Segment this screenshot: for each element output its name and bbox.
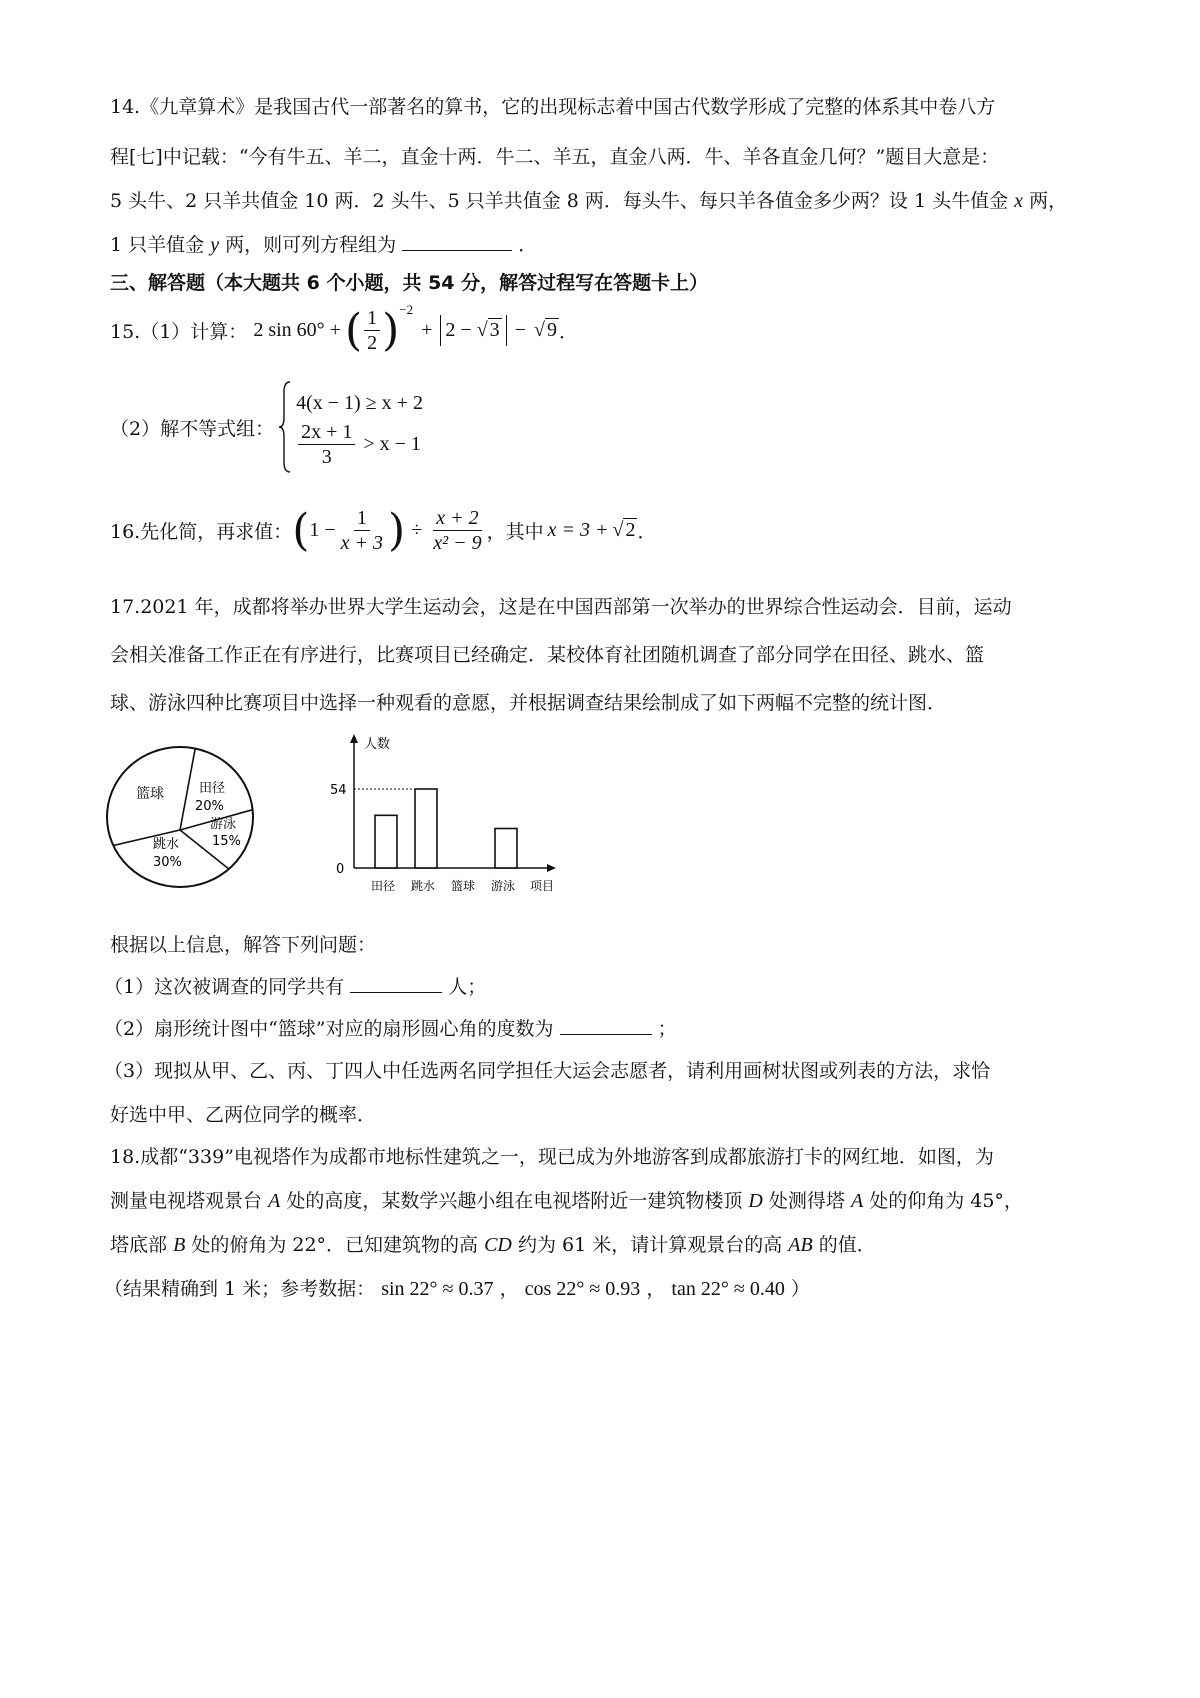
q14-line3-tail: 两， [1029, 190, 1068, 212]
q15-absolute-value [440, 315, 506, 346]
answer-blank[interactable] [350, 974, 442, 993]
q18-line1: 18.成都“339”电视塔作为成都市地标性建筑之一，现已成为外地游客到成都旅游打卡的网红地．如图，为 [110, 1146, 994, 1168]
q15-part2 [110, 380, 423, 474]
q16-sqrt [612, 519, 637, 542]
x-tick-labels [371, 878, 515, 893]
bar-0 [375, 815, 397, 868]
paren-close: ) [388, 504, 406, 556]
point-B: B [173, 1234, 186, 1256]
q14-line1: 14.《九章算术》是我国古代一部著名的算书，它的出现标志着中国古代数学形成了完整的体系其中卷八方 [110, 96, 996, 118]
x-tick-label: 跳水 [411, 879, 436, 893]
ref-cos: cos 22° ≈ 0.93 [524, 1278, 641, 1300]
sqrt-symbol: √ [533, 319, 545, 341]
q18-line4-sep: ， [499, 1278, 519, 1300]
sqrt-symbol: √ [612, 519, 624, 541]
y-tick-0: 0 [336, 862, 345, 877]
inequality-2-fraction [298, 420, 355, 469]
fraction-denominator: 2 [367, 332, 378, 354]
fraction-denominator: 3 [321, 445, 332, 468]
pie-label-swim-pct: 15% [212, 834, 241, 849]
q16-x-eq: x = 3 + [547, 519, 609, 541]
pie-label-basketball: 篮球 [136, 786, 164, 802]
q18-line2-a: 测量电视塔观景台 [110, 1190, 263, 1212]
q17-after: 根据以上信息，解答下列问题： [110, 934, 377, 956]
answer-blank[interactable] [560, 1016, 652, 1035]
inequality-2 [296, 420, 423, 469]
sqrt-radicand: 2 [625, 519, 636, 541]
q18-line2 [110, 1186, 1023, 1213]
pie-label-track: 田径 [199, 781, 226, 796]
abs-inner: 2 − [445, 319, 472, 341]
q17-sub3-line2: 好选中甲、乙两位同学的概率． [110, 1104, 377, 1126]
pie-label-dive-pct: 30% [153, 855, 182, 870]
y-axis-arrow-icon [350, 734, 358, 743]
q16-end: ． [637, 521, 657, 543]
q18-line4 [104, 1274, 810, 1301]
brace-icon [278, 380, 292, 474]
y-axis-label: 人数 [364, 737, 391, 752]
q15-plus: + [421, 319, 433, 341]
q18-line4-sep: ， [646, 1278, 666, 1300]
q18-line3-c: 约为 61 米，请计算观景台的高 [517, 1234, 783, 1256]
q15-minus: − [514, 319, 526, 341]
q17-sub2-text: （2）扇形统计图中“篮球”对应的扇形圆心角的度数为 [104, 1018, 554, 1040]
q18-line3-a: 塔底部 [110, 1234, 168, 1256]
fraction-denominator: x² − 9 [433, 532, 482, 554]
sqrt-radicand: 9 [546, 319, 557, 341]
q16 [110, 506, 656, 555]
paren-open: ( [292, 504, 310, 556]
pie-chart [98, 742, 268, 892]
paren-close: ) [382, 304, 400, 356]
ref-tan: tan 22° ≈ 0.40 [671, 1278, 785, 1300]
q18-line3 [110, 1230, 876, 1257]
fraction-denominator: x + 3 [340, 532, 384, 554]
x-tick-label: 田径 [371, 879, 396, 893]
q15-expr-a: 2 sin 60° + [253, 319, 341, 341]
q16-one-minus: 1 − [309, 519, 336, 541]
q17-sub2 [104, 1014, 677, 1041]
q17-sub1-tail: 人； [448, 976, 487, 998]
q17-line3: 球、游泳四种比赛项目中选择一种观看的意愿，并根据调查结果绘制成了如下两幅不完整的统计图． [110, 692, 947, 714]
q16-where: ，其中 [486, 521, 544, 543]
q17-line2: 会相关准备工作正在有序进行，比赛项目已经确定．某校体育社团随机调查了部分同学在田径、跳水、篮 [110, 644, 985, 666]
q16-divide: ÷ [411, 519, 423, 541]
q14-line3 [110, 186, 1067, 213]
q18-line2-d: 处的仰角为 45°， [869, 1190, 1023, 1212]
y-tick-54: 54 [330, 783, 347, 798]
point-D: D [748, 1190, 763, 1212]
inequality-system [296, 386, 423, 469]
q18-line2-b: 处的高度，某数学兴趣小组在电视塔附近一建筑物楼顶 [286, 1190, 743, 1212]
q14-line4-text: 1 只羊值金 [110, 234, 205, 256]
x-tick-label: 游泳 [491, 879, 516, 893]
q15-part1-label: 15.（1）计算： [110, 321, 248, 343]
segment-AB: AB [788, 1234, 813, 1256]
q14-line4-mid: 两，则可列方程组为 [225, 234, 397, 256]
answer-blank[interactable] [402, 232, 512, 251]
bar-1 [415, 789, 437, 868]
q14-line2: 程[七]中记载：“今有牛五、羊二，直金十两．牛二、羊五，直金八两．牛、羊各直金几何？”题目大意是： [110, 146, 1000, 168]
q18-line3-b: 处的俯角为 22°．已知建筑物的高 [191, 1234, 479, 1256]
q14-var-y: y [210, 234, 220, 256]
q15-part1-end: ． [558, 321, 578, 343]
x-tick-label: 篮球 [451, 879, 476, 893]
q17-sub1-text: （1）这次被调查的同学共有 [104, 976, 345, 998]
q16-fraction-1 [338, 506, 386, 555]
bars [375, 789, 517, 868]
fraction-numerator: 2x + 1 [298, 420, 355, 445]
x-axis-arrow-icon [547, 864, 556, 872]
q18-line3-d: 的值． [818, 1234, 876, 1256]
q14-var-x: x [1014, 190, 1024, 212]
paren-open: ( [344, 304, 363, 356]
q17-sub1 [104, 972, 486, 999]
inequality-1: 4(x − 1) ≥ x + 2 [296, 391, 423, 414]
fraction-numerator: x + 2 [433, 506, 481, 531]
sqrt-radicand: 3 [489, 319, 500, 341]
q16-fraction-2 [430, 506, 484, 555]
x-axis-label: 项目 [530, 879, 555, 893]
q18-line4-a: （结果精确到 1 米；参考数据： [104, 1278, 376, 1300]
section-heading: 三、解答题（本大题共 6 个小题，共 54 分，解答过程写在答题卡上） [110, 272, 709, 294]
pie-label-dive: 跳水 [153, 837, 180, 852]
point-A: A [850, 1190, 864, 1212]
pie-label-track-pct: 20% [195, 799, 224, 814]
q15-exponent: −2 [399, 302, 414, 317]
q18-line4-b: ） [790, 1278, 810, 1300]
inequality-2-rhs: > x − 1 [363, 432, 421, 455]
q14-line3-text: 5 头牛、2 只羊共值金 10 两．2 头牛、5 只羊共值金 8 两．每头牛、每只羊各值金多少两？设 1 头牛值金 [110, 190, 1009, 212]
fraction-numerator: 1 [354, 506, 370, 531]
bar-3 [495, 829, 517, 869]
ref-sin: sin 22° ≈ 0.37 [381, 1278, 494, 1300]
q16-label: 16.先化简，再求值： [110, 521, 293, 543]
fraction-numerator: 1 [364, 306, 380, 331]
q15-part2-label: （2）解不等式组： [110, 417, 275, 440]
q14-line4 [110, 230, 537, 257]
q14-line4-end: ． [518, 234, 538, 256]
q15-part1 [110, 302, 578, 356]
q17-sub3-line1: （3）现拟从甲、乙、丙、丁四人中任选两名同学担任大运会志愿者，请利用画树状图或列表的方法，求恰 [104, 1060, 991, 1082]
sqrt-symbol: √ [476, 319, 488, 341]
point-A: A [268, 1190, 281, 1212]
q15-fraction [364, 306, 380, 355]
bar-chart [330, 730, 570, 896]
pie-label-swim: 游泳 [210, 817, 237, 832]
pie-slice-boundary [180, 749, 195, 830]
q18-line2-c: 处测得塔 [768, 1190, 845, 1212]
q15-sqrt9 [534, 319, 559, 342]
q17-line1: 17.2021 年，成都将举办世界大学生运动会，这是在中国西部第一次举办的世界综合性运动会．目前，运动 [110, 596, 1012, 618]
q17-sub2-tail: ； [657, 1018, 677, 1040]
segment-CD: CD [484, 1234, 512, 1256]
